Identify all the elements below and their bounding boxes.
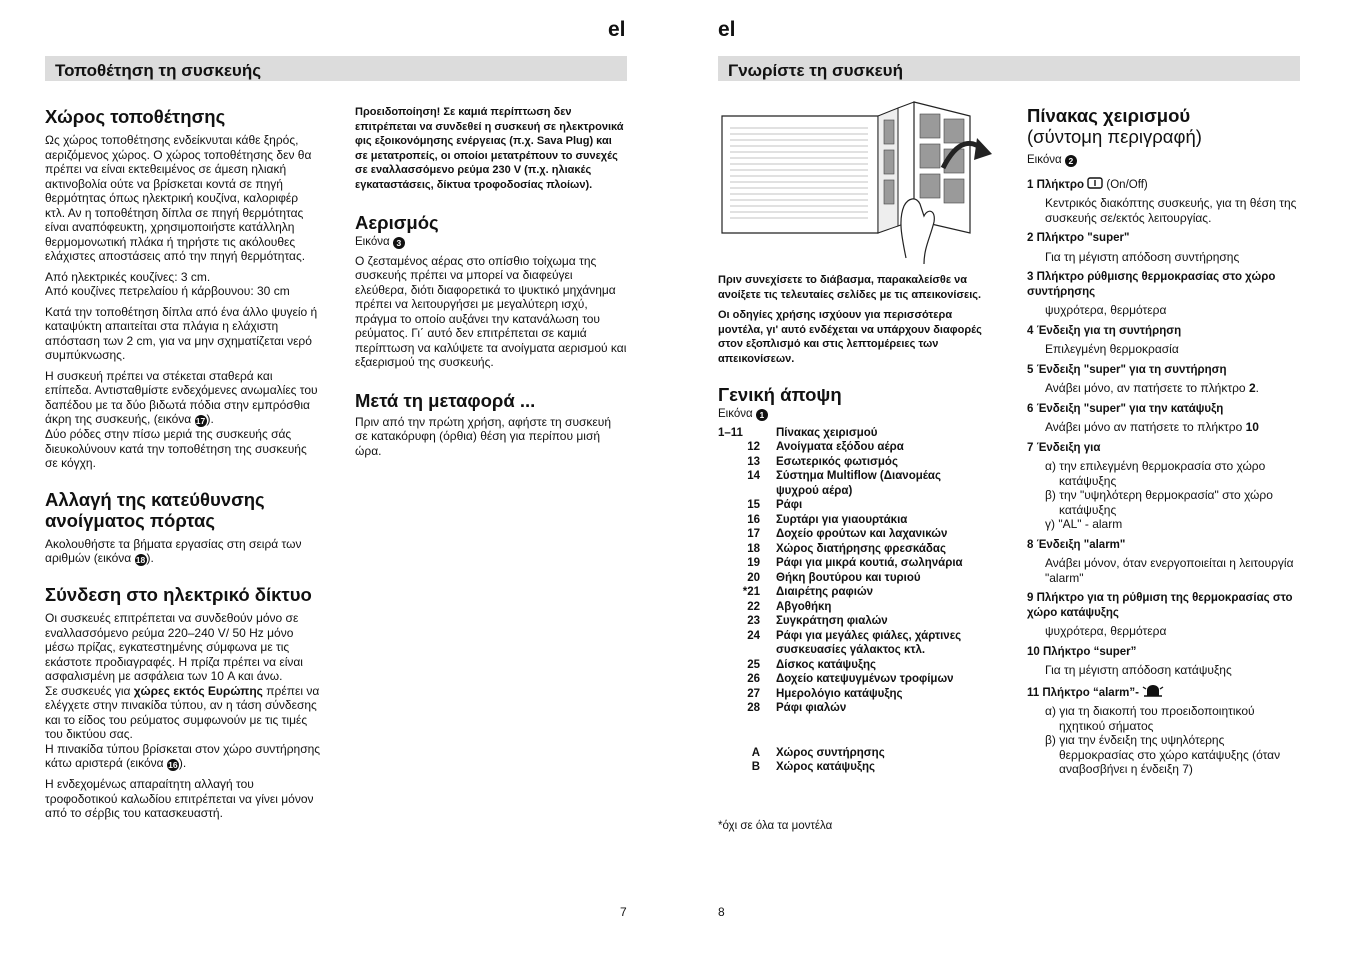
part-row: 12 Ανοίγματα εξόδου αέρα: [747, 441, 904, 453]
heading-location: Χώρος τοποθέτησης: [45, 106, 226, 127]
section-title-left: Τοποθέτηση τη συσκευής: [45, 56, 627, 81]
heading-control-panel-sub: (σύντομη περιγραφή): [1027, 126, 1202, 147]
part-row: 22 Αβγοθήκη: [747, 600, 832, 613]
figure-ref-16: 16: [168, 760, 178, 770]
panel-item-8: 8 Ένδειξη "alarm" Ανάβει μόνον, όταν ενεργοποιείται η λειτουργία "alarm": [1027, 538, 1294, 585]
paragraph-wheels: Δύο ρόδες στην πίσω μεριά της συσκευής σάς διευκολύνουν κατά την τοποθέτηση της συσκευής σε κόγχη.: [45, 427, 307, 470]
part-row: 15 Ράφι: [747, 499, 803, 511]
heading-control-panel: Πίνακας χειρισμού (σύντομη περιγραφή): [1027, 105, 1202, 147]
part-row: 16 Συρτάρι για γιαουρτάκια: [747, 513, 908, 526]
paragraph-transport: Πριν από την πρώτη χρήση, αφήστε τη συσκευή σε κατακόρυφη (όρθια) θέση για περίπου μισή ώρα.: [355, 414, 611, 458]
part-row: 25 Δίσκος κατάψυξης: [747, 658, 877, 671]
part-row: 19 Ράφι για μικρά κουτιά, σωληνάρια: [747, 557, 963, 569]
ventilation-figure-ref: Εικόνα 3: [355, 235, 627, 250]
part-row: 23 Συγκράτηση φιαλών: [747, 615, 888, 627]
heading-electrical: Σύνδεση στο ηλεκτρικό δίκτυο: [45, 584, 312, 605]
booklet-illustration: [718, 98, 992, 264]
overview-figure-ref: Εικόνα 1: [718, 407, 986, 422]
paragraph-location: Ως χώρος τοποθέτησης ενδείκνυται κάθε ξηρός, αεριζόμενος χώρος. Ο χώρος τοποθέτησης δεν θα πρέπει να είναι εκτεθειμένος σε άμεση ηλιακή ακτινοβολία ούτε να βρίσκεται κοντά σε πηγή θερμότητας όπως ηλεκτρική κουζίνα, καλοριφέρ κτλ. Αν η τοποθέτηση δίπλα σε πηγή θερμότητας είναι αναπόφευκτη, χρησιμοποιήστε κατάλληλη θερμομονωτική πλάκα ή τηρήστε τις ακόλουθες ελάχιστες αποστάσεις από την πηγή θερμότητας.: [45, 133, 312, 263]
part-row: 28 Ράφι φιαλών: [747, 702, 847, 714]
power-icon: [1087, 179, 1103, 191]
heading-door: Αλλαγή της κατεύθυνσης ανοίγματος πόρτας: [45, 488, 265, 531]
section-title-right: Γνωρίστε τη συσκευή: [718, 56, 1300, 81]
panel-item-6: 6 Ένδειξη "super" για την κατάψυξη Ανάβει μόνο αν πατήσετε το πλήκτρο 10: [1027, 402, 1259, 434]
distance-oil: Από κουζίνες πετρελαίου ή κάρβουνου: 30 cm: [45, 284, 290, 298]
note-models: Οι οδηγίες χρήσης ισχύουν για περισσότερα μοντέλα, γι' αυτό ενδέχεται να υπάρχουν διαφορές στον εξοπλισμό και στις λεπτομέρειες των απεικονίσεων.: [718, 309, 982, 365]
panel-item-5: 5 Ένδειξη "super" για τη συντήρηση Ανάβει μόνο, αν πατήσετε το πλήκτρο 2.: [1027, 363, 1259, 395]
part-row: 1–11 Πίνακας χειρισμού: [718, 426, 878, 439]
panel-item-11: 11 Πλήκτρο “alarm”- α) για τη διακοπή του προειδοποιητικού ηχητικού σήματος β) για την ένδειξη της υψηλότερης θερμοκρασίας στο χώρο κατάψυξης (όταν αναβοσβήνει η ένδειξη 7): [1027, 686, 1281, 776]
figure-ref-18: 18: [135, 555, 146, 565]
part-row: 20 Θήκη βουτύρου και τυριού: [747, 571, 921, 584]
footnote: *όχι σε όλα τα μοντέλα: [718, 819, 833, 832]
panel-figure-ref: Εικόνα 2: [1027, 153, 1299, 168]
paragraph-level: Η συσκευή πρέπει να στέκεται σταθερά και επίπεδα. Αντισταθμίστε ενδεχόμενες ανωμαλίες του δαπέδου με τα δύο βιδωτά πόδια στην εμπρόσθια άκρη της συσκευής, (εικόνα 17).: [45, 368, 318, 426]
part-row: 24 Ράφι για μεγάλες φιάλες, χάρτινες συσκευασίες γάλακτος κτλ.: [747, 629, 962, 656]
part-row: 13 Εσωτερικός φωτισμός: [747, 455, 898, 468]
right-column-1: [718, 273, 986, 839]
language-code-right: el: [718, 18, 736, 41]
part-row: 14 Σύστημα Multiflow (Διανομέας ψυχρού αέρα): [747, 470, 941, 497]
part-row: 17 Δοχείο φρούτων και λαχανικών: [747, 528, 948, 540]
left-column-2: [355, 105, 627, 464]
panel-item-4: 4 Ένδειξη για τη συντήρηση Επιλεγμένη θερμοκρασία: [1027, 324, 1182, 356]
zone-row: A Χώρος συντήρησης: [751, 746, 885, 759]
part-row: 26 Δοχείο κατεψυγμένων τροφίμων: [747, 673, 954, 685]
heading-transport: Μετά τη μεταφορά ...: [355, 389, 536, 411]
panel-item-3: 3 Πλήκτρο ρύθμισης θερμοκρασίας στο χώρο συντήρησης ψυχρότερα, θερμότερα: [1027, 271, 1276, 317]
figure-ref-17: 17: [195, 416, 206, 426]
zones-list: [718, 746, 885, 775]
page-number-right: 8: [718, 905, 725, 919]
parts-list: [718, 426, 986, 716]
page-number-left: 7: [620, 905, 627, 919]
control-panel-items: [1027, 177, 1299, 777]
paragraph-ventilation: Ο ζεσταμένος αέρας στο οπίσθιο τοίχωμα της συσκευής πρέπει να μπορεί να διαφεύγει ελεύθερα, διότι διαφορετικά το ψυκτικό μηχάνημα πρέπει να λειτουργήσει με μεγαλύτερη ισχύ, πράγμα το οποίο αυξάνει την κατανάλωση του ρεύματος. Γι΄ αυτό δεν επιτρέπεται σε καμιά περίπτωση να καλύψετε τα ανοίγματα αερισμού και εξαερισμού της συσκευής.: [355, 253, 627, 369]
panel-item-7: 7 Ένδειξη για α) την επιλεγμένη θερμοκρασία στο χώρο κατάψυξης β) την "υψηλότερη θερμοκρασία" στο χώρο κατάψυξης γ) "AL" - alarm: [1027, 441, 1273, 531]
paragraph-electrical-2: Σε συσκευές για χώρες εκτός Ευρώπης πρέπει να ελέγχετε στην πινακίδα τύπου, αν η τάση σύνδεσης και το είδος του ρεύματος συμφωνούν με τις τιμές του δικτύου σας.: [45, 683, 320, 741]
panel-item-10: 10 Πλήκτρο “super” Για τη μέγιστη απόδοση κατάψυξης: [1027, 645, 1232, 677]
paragraph-cable: Η ενδεχομένως απαραίτητη αλλαγή του τροφοδοτικού καλωδίου επιτρέπεται να γίνει μόνον από το σέρβις του κατασκευαστή.: [45, 777, 314, 820]
distance-electric: Από ηλεκτρικές κουζίνες: 3 cm.: [45, 269, 211, 284]
zone-row: B Χώρος κατάψυξης: [751, 761, 876, 773]
part-row: 27 Ημερολόγιο κατάψυξης: [747, 687, 903, 700]
alarm-icon: [1142, 687, 1164, 699]
paragraph-door: Ακολουθήστε τα βήματα εργασίας στη σειρά των αριθμών (εικόνα 18).: [45, 536, 302, 565]
panel-item-2: 2 Πλήκτρο "super" Για τη μέγιστη απόδοση συντήρησης: [1027, 232, 1240, 264]
language-code-left: el: [608, 18, 626, 41]
paragraph-rating-plate: Η πινακίδα τύπου βρίσκεται στον χώρο συντήρησης κάτω αριστερά (εικόνα 16).: [45, 741, 321, 770]
panel-item-1: 1 Πλήκτρο (On/Off) Κεντρικός διακόπτης συσκευής, για τη θέση της συσκευής σε/εκτός λειτουργίας.: [1027, 178, 1297, 225]
left-column-1: [45, 106, 321, 827]
paragraph-electrical-1: Οι συσκευές επιτρέπεται να συνδεθούν μόνο σε εναλλασσόμενο ρεύμα 220–240 V/ 50 Hz μόνο μέσω πρίζας, εγκατεστημένης σύμφωνα με τις εκάστοτε προδιαγραφές. Η πρίζα πρέπει να είναι ασφαλισμένη με ασφάλεια των 10 A και άνω.: [45, 611, 303, 683]
panel-item-9: 9 Πλήκτρο για τη ρύθμιση της θερμοκρασίας στο χώρο κατάψυξης ψυχρότερα, θερμότερα: [1027, 592, 1293, 638]
part-row: *21 Διαιρέτης ραφιών: [742, 586, 874, 598]
warning-text: Προειδοποίηση! Σε καμιά περίπτωση δεν επιτρέπεται να συνδεθεί η συσκευή σε ηλεκτρονικά φις εξοικονόμησης ενέργειας (π.χ. Sava Plug) και σε μετατροπείς, οι οποίοι μετατρέπουν το συνεχές σε εναλλασσόμενο ρεύμα 230 V (π.χ. ηλιακές εγκαταστάσεις, δίκτυα τροφοδοσίας πλοίων).: [355, 106, 624, 191]
note-read-illustrations: Πριν συνεχίσετε το διάβασμα, παρακαλείσθε να ανοίξετε τις τελευταίες σελίδες με τις απεικονίσεις.: [718, 274, 982, 301]
heading-ventilation: Αερισμός: [355, 212, 439, 233]
right-column-2: [1027, 105, 1299, 783]
paragraph-side-gap: Κατά την τοποθέτηση δίπλα από ένα άλλο ψυγείο ή καταψύκτη απαιτείται στα πλάγια η ελάχιστη απόσταση των 2 cm, για να μην σχηματίζεται νερό συμπύκνωσης.: [45, 304, 318, 362]
heading-overview: Γενική άποψη: [718, 384, 842, 405]
part-row: 18 Χώρος διατήρησης φρεσκάδας: [747, 542, 946, 555]
